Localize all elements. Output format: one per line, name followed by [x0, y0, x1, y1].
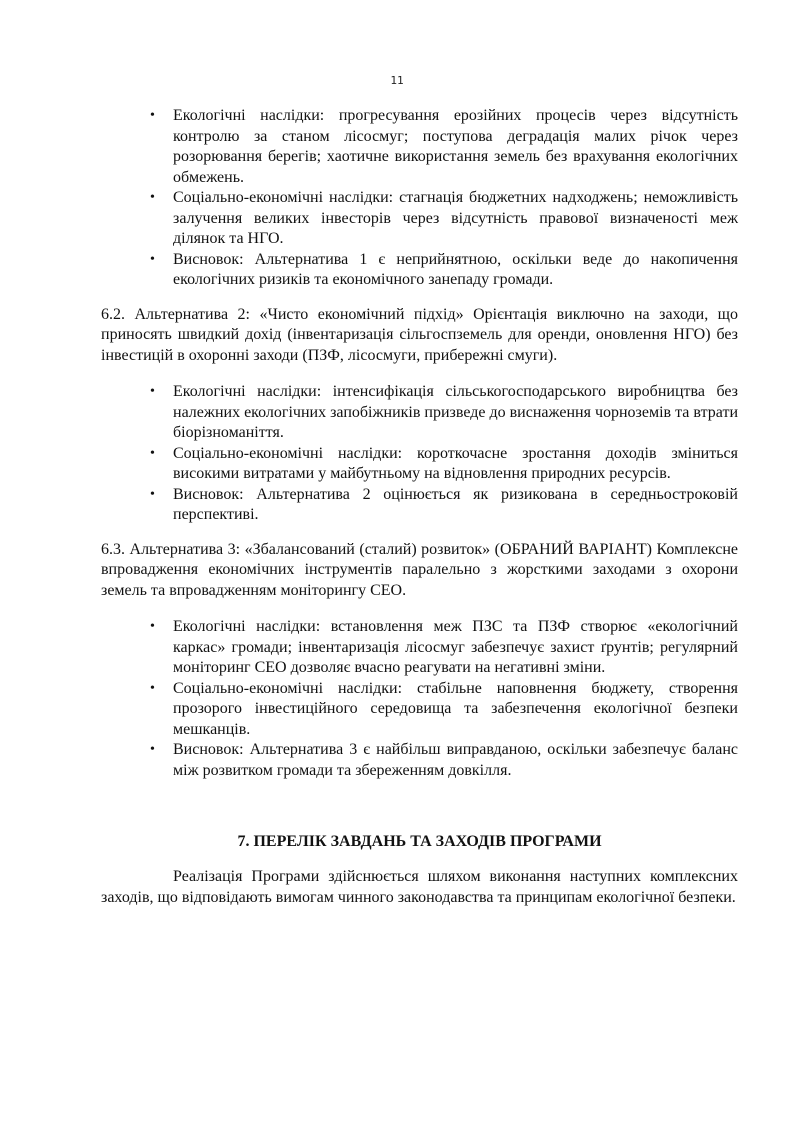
- page-content: [101, 106, 738, 908]
- list-item-text: Екологічні наслідки: інтенсифікація сільськогосподарського виробництва без належних екологічних запобіжників призведе до виснаження чорноземів та втрати біорізноманіття.: [173, 383, 738, 441]
- page-number: 11: [390, 74, 404, 87]
- list-item: [101, 485, 738, 526]
- list-item-text: Соціально-економічні наслідки: стагнація бюджетних надходжень; неможливість залучення великих інвесторів через відсутність правової визначеності меж ділянок та НГО.: [173, 189, 738, 247]
- list-item: [101, 444, 738, 485]
- bullet-icon: •: [150, 445, 155, 461]
- alt2-consequences-list: [101, 382, 738, 526]
- list-item: [101, 250, 738, 291]
- list-item: [101, 382, 738, 444]
- list-item-text: Соціально-економічні наслідки: стабільне наповнення бюджету, створення прозорого інвестиційного середовища та забезпечення екологічної безпеки мешканців.: [173, 679, 738, 738]
- list-item: [101, 740, 738, 781]
- list-item: [101, 106, 738, 188]
- bullet-icon: •: [150, 486, 155, 502]
- alt1-consequences-list: [101, 106, 738, 291]
- bullet-icon: •: [150, 190, 155, 205]
- list-item: [101, 188, 738, 250]
- list-item: [101, 617, 738, 679]
- bullet-icon: •: [150, 742, 155, 757]
- bullet-icon: •: [150, 619, 155, 634]
- section-heading: 7. ПЕРЕЛІК ЗАВДАНЬ ТА ЗАХОДІВ ПРОГРАМИ: [237, 833, 602, 850]
- alt3-paragraph: 6.3. Альтернатива 3: «Збалансований (сталий) розвиток» (ОБРАНИЙ ВАРІАНТ) Комплексне впровадження економічних інструментів паралельно з жорсткими заходами з охорони земель та впровадженням моніторингу СЕО.: [101, 540, 738, 599]
- list-item-text: Екологічні наслідки: прогресування ерозійних процесів через відсутність контролю за станом лісосмуг; поступова деградація малих річок через розорювання берегів; хаотичне використання земель без врахування екологічних обмежень.: [173, 107, 738, 186]
- bullet-icon: •: [150, 680, 155, 696]
- bullet-icon: •: [150, 108, 155, 123]
- list-item-text: Висновок: Альтернатива 2 оцінюється як ризикована в середньостроковій перспективі.: [173, 485, 738, 523]
- alt3-consequences-list: [101, 617, 738, 781]
- list-item-text: Екологічні наслідки: встановлення меж ПЗС та ПЗФ створює «екологічний каркас» громади; інвентаризація лісосмуг забезпечує захист ґрунтів; регулярний моніторинг СЕО дозволяє вчасно реагувати на негативні зміни.: [173, 618, 738, 676]
- list-item-text: Соціально-економічні наслідки: короткочасне зростання доходів зміниться високими витратами у майбутньому на відновлення природних ресурсів.: [173, 444, 738, 482]
- list-item: [101, 679, 738, 741]
- alt2-paragraph: 6.2. Альтернатива 2: «Чисто економічний підхід» Орієнтація виключно на заходи, що приносять швидкий дохід (інвентаризація сільгоспземель для оренди, оновлення НГО) без інвестицій в охоронні заходи (ПЗФ, лісосмуги, прибережні смуги).: [101, 305, 738, 364]
- list-item-text: Висновок: Альтернатива 3 є найбільш виправданою, оскільки забезпечує баланс між розвитком громади та збереженням довкілля.: [173, 741, 738, 779]
- list-item-text: Висновок: Альтернатива 1 є неприйнятною, оскільки веде до накопичення екологічних ризиків та економічного занепаду громади.: [173, 250, 738, 288]
- section-paragraph: Реалізація Програми здійснюється шляхом виконання наступних комплексних заходів, що відповідають вимогам чинного законодавства та принципам екологічної безпеки.: [101, 868, 738, 906]
- bullet-icon: •: [150, 251, 155, 267]
- bullet-icon: •: [150, 384, 155, 399]
